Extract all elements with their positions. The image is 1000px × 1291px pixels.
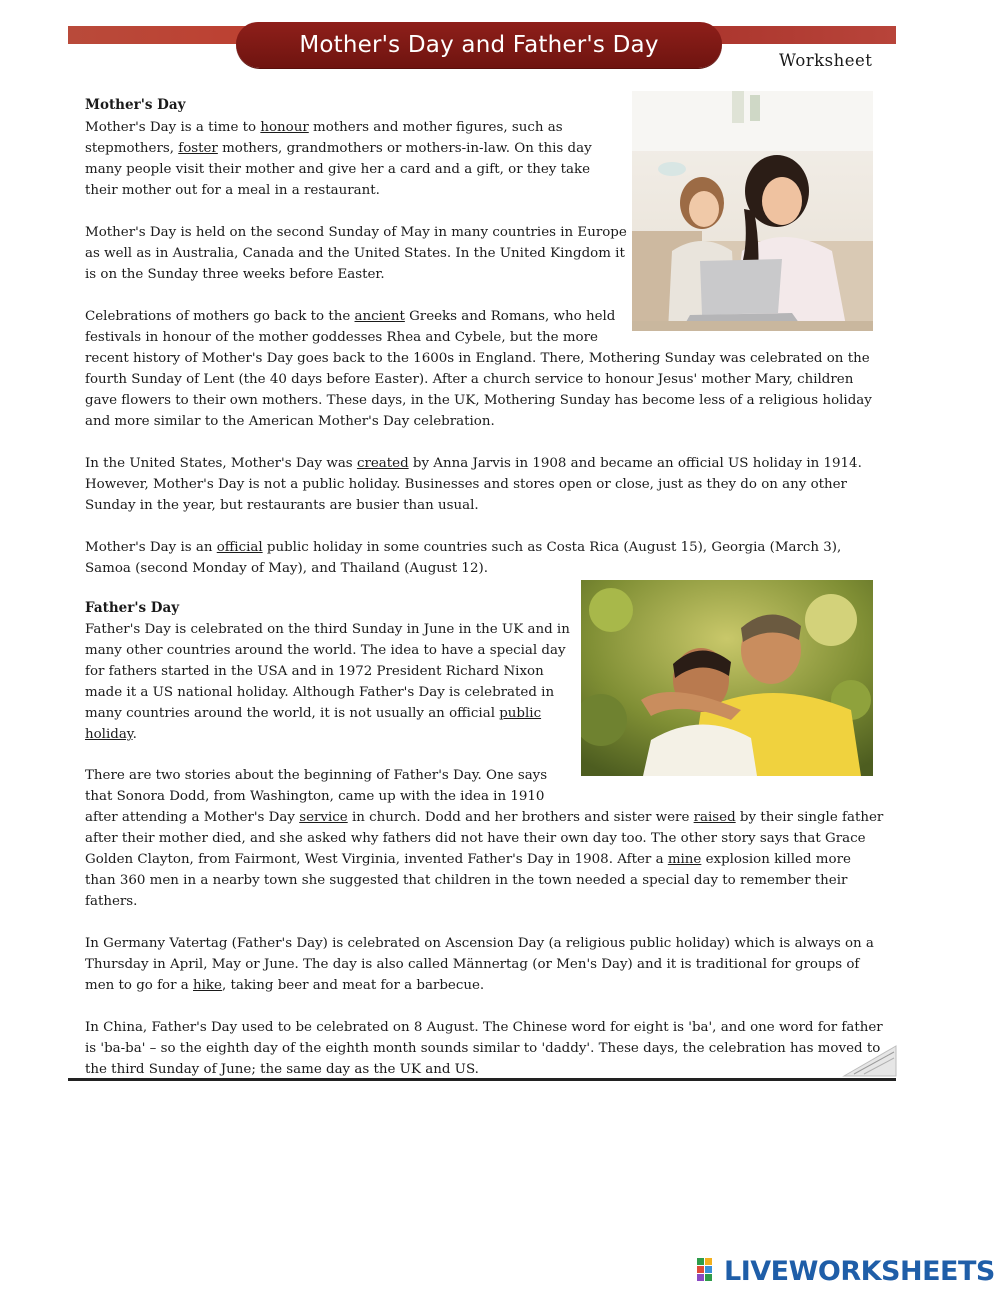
text-run: In Germany Vatertag (Father's Day) is celebrated on Ascension Day (a religious public holiday) which is always on a Thursday in April, May or June. The day is also called Männertag (or Men's Day) and it is traditional for groups of men to go for a (85, 936, 874, 993)
worksheet-label: Worksheet (779, 51, 873, 70)
text-run: by Anna Jarvis in 1908 and became an official US holiday in 1914. However, Mother's Day is not a public holiday. Businesses and stores open or close, just as they do on any other Sunday in the year, but restaurants are busier than usual. (85, 456, 862, 513)
vocabulary-word: official (216, 540, 263, 555)
vocabulary-word: mine (667, 852, 702, 867)
title-banner (236, 22, 722, 68)
text-run: Mother's Day is a time to (85, 120, 261, 135)
liveworksheets-brand-text: LIVEWORKSHEETS (724, 1255, 995, 1287)
mothers-day-paragraph-3a (85, 306, 620, 348)
vocabulary-word: hike (193, 978, 222, 993)
father-son-photo (581, 580, 873, 776)
mothers-day-paragraph-2: Mother's Day is held on the second Sunday of May in many countries in Europe as well as in Australia, Canada and the United States. In the United Kingdom it is on the Sunday three weeks before Easter. (85, 225, 627, 282)
text-run: public holiday in some countries such as Costa Rica (August 15), Georgia (March 3), Samoa (second Monday of May), and Thailand (August 12). (85, 540, 842, 576)
vocabulary-word: foster (178, 141, 218, 156)
liveworksheets-logo-icon (697, 1258, 721, 1284)
text-run: Father's Day is celebrated on the third Sunday in June in the UK and in many other countries around the world. The idea to have a special day for fathers started in the USA and in 1972 President Richard Nixon made it a US national holiday. Although Father's Day is celebrated in many countries around the world, it is not usually an official (85, 622, 570, 721)
mothers-day-paragraph-4 (85, 453, 865, 516)
mother-daughter-photo (632, 91, 873, 331)
mothers-day-heading: Mother's Day (85, 97, 186, 113)
mothers-day-paragraph-5 (85, 537, 855, 579)
text-run: Mother's Day is an (85, 540, 217, 555)
page-corner-curl (840, 1040, 898, 1078)
text-run: In the United States, Mother's Day was (85, 456, 357, 471)
text-run: explosion killed more than 360 men in a nearby town she suggested that children in the town needed a special day to remember their fathers. (85, 852, 851, 909)
mothers-day-paragraph-3b: recent history of Mother's Day goes back to the 1600s in England. There, Mothering Sunday was celebrated on the fourth Sunday of Lent (the 40 days before Easter). After a church service to honour Jesus' mother Mary, children gave flowers to their own mothers. These days, in the UK, Mothering Sunday has become less of a religious holiday and more similar to the American Mother's Day celebration. (85, 351, 872, 429)
text-run: . (132, 727, 137, 742)
vocabulary-word: service (299, 810, 348, 825)
vocabulary-word: ancient (354, 309, 405, 324)
fathers-day-paragraph-2b (85, 807, 885, 912)
text-run: Greeks and Romans, who held festivals in honour of the mother goddesses Rhea and Cybele, but the more (85, 309, 616, 345)
text-run: in church. Dodd and her brothers and sister were (347, 810, 694, 825)
liveworksheets-logo (697, 1256, 995, 1286)
vocabulary-word: raised (693, 810, 736, 825)
text-run: mothers and mother figures, such as stepmothers, (85, 120, 563, 156)
mothers-day-paragraph-1 (85, 117, 607, 201)
fathers-day-paragraph-2a: There are two stories about the beginning of Father's Day. One says that Sonora Dodd, from Washington, came up with the idea in 1910 (85, 768, 548, 804)
fathers-day-paragraph-4: In China, Father's Day used to be celebrated on 8 August. The Chinese word for eight is 'ba', and one word for father is 'ba-ba' – so the eighth day of the eighth month sounds similar to 'daddy'. These days, the celebration has moved to the third Sunday of June; the same day as the UK and US. (85, 1020, 883, 1077)
page-title: Mother's Day and Father's Day (299, 32, 659, 58)
text-run: , taking beer and meat for a barbecue. (221, 978, 485, 993)
bottom-divider (68, 1078, 896, 1081)
text-run: after attending a Mother's Day (85, 810, 300, 825)
text-run: Celebrations of mothers go back to the (85, 309, 355, 324)
text-run: by their single father after their mother died, and she asked why fathers did not have their own day too. The other story says that Grace Golden Clayton, from Fairmont, West Virginia, invented Father's Day in 1908. After a (85, 810, 884, 867)
fathers-day-paragraph-3 (85, 933, 885, 996)
vocabulary-word: created (356, 456, 409, 471)
vocabulary-word: honour (260, 120, 309, 135)
text-run: mothers, grandmothers or mothers-in-law. On this day many people visit their mother and give her a card and a gift, or they take their mother out for a meal in a restaurant. (85, 141, 592, 198)
fathers-day-heading: Father's Day (85, 600, 180, 616)
vocabulary-word: public holiday (85, 706, 542, 742)
fathers-day-paragraph-1 (85, 619, 570, 745)
